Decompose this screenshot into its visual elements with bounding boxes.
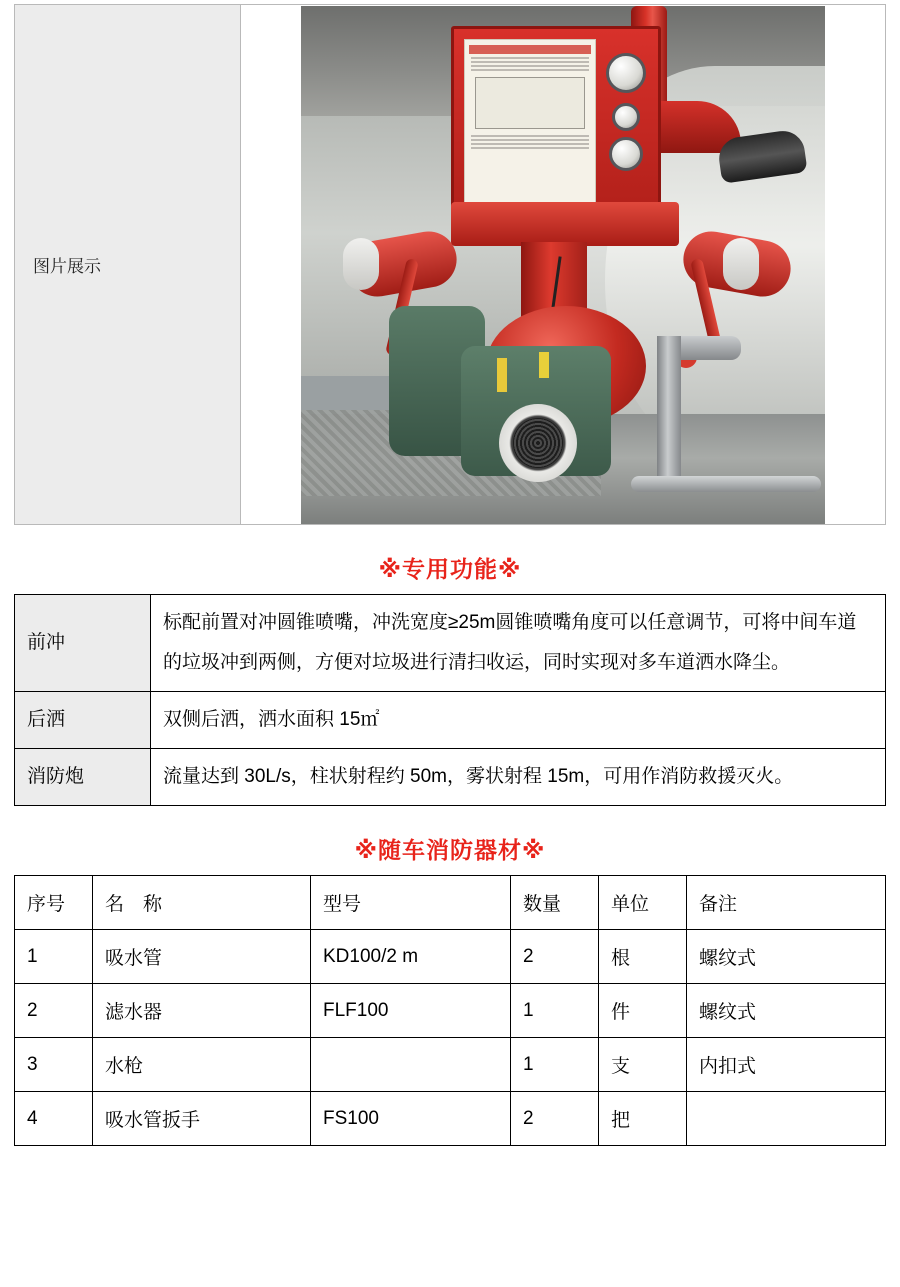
image-showcase-table: [14, 4, 886, 525]
special-functions-title: ※专用功能※: [378, 556, 522, 582]
table-row: [15, 749, 886, 806]
table-header-row: [15, 876, 886, 930]
column-header-no: 序号: [15, 876, 93, 930]
cell-name: 吸水管扳手: [93, 1092, 311, 1146]
photo-grey-pipe-bottom: [631, 476, 821, 492]
column-header-name: 名 称: [93, 876, 311, 930]
showcase-label-cell: 图片展示: [15, 5, 241, 525]
table-row: [15, 1092, 886, 1146]
column-header-note: 备注: [687, 876, 886, 930]
function-text-front-flush: 标配前置对冲圆锥喷嘴，冲洗宽度≥25m圆锥喷嘴角度可以任意调节，可将中间车道的垃圾冲到两侧，方便对垃圾进行清扫收运，同时实现对多车道洒水降尘。: [151, 595, 886, 692]
function-text-fire-monitor: 流量达到 30L/s，柱状射程约 50m，雾状射程 15m，可用作消防救援灭火。: [151, 749, 886, 806]
placard-line: [471, 143, 589, 145]
table-row: [15, 595, 886, 692]
photo-left-outlet-cap: [343, 238, 379, 290]
special-functions-table: [14, 594, 886, 806]
photo-inlet-mesh: [513, 418, 563, 468]
cell-no: 1: [15, 930, 93, 984]
function-label-front-flush: 前冲: [15, 595, 151, 692]
photo-instruction-placard: [464, 39, 596, 207]
photo-pressure-gauge-large: [606, 53, 646, 93]
placard-line: [471, 139, 589, 141]
cell-qty: 1: [511, 1038, 599, 1092]
cell-qty: 2: [511, 930, 599, 984]
cell-unit: 支: [599, 1038, 687, 1092]
placard-line: [471, 69, 589, 71]
cell-model: [311, 1038, 511, 1092]
cell-name: 滤水器: [93, 984, 311, 1038]
table-row: [15, 1038, 886, 1092]
cell-qty: 1: [511, 984, 599, 1038]
document-page: [0, 4, 900, 1146]
cell-note: [687, 1092, 886, 1146]
placard-diagram: [475, 77, 585, 129]
cell-model: FLF100: [311, 984, 511, 1038]
placard-line: [471, 57, 589, 59]
cell-note: 螺纹式: [687, 930, 886, 984]
photo-indicator-small: [612, 103, 640, 131]
cell-unit: 件: [599, 984, 687, 1038]
photo-control-panel: [451, 26, 661, 216]
cell-no: 3: [15, 1038, 93, 1092]
function-label-rear-spray: 后洒: [15, 692, 151, 749]
cell-name: 吸水管: [93, 930, 311, 984]
photo-grey-pipe-vertical: [657, 336, 681, 486]
placard-line: [471, 61, 589, 63]
cell-qty: 2: [511, 1092, 599, 1146]
column-header-qty: 数量: [511, 876, 599, 930]
cell-model: KD100/2 m: [311, 930, 511, 984]
function-text-rear-spray: 双侧后洒，洒水面积 15㎡: [151, 692, 886, 749]
cell-no: 4: [15, 1092, 93, 1146]
cell-name: 水枪: [93, 1038, 311, 1092]
column-header-unit: 单位: [599, 876, 687, 930]
placard-title-bar: [469, 45, 591, 54]
function-label-fire-monitor: 消防炮: [15, 749, 151, 806]
photo-yellow-marker: [497, 358, 507, 392]
table-row: [15, 984, 886, 1038]
photo-yellow-marker: [539, 352, 549, 378]
cell-model: FS100: [311, 1092, 511, 1146]
showcase-image-cell: [241, 5, 886, 525]
pump-assembly-photo: [301, 6, 825, 524]
photo-right-outlet-cap: [723, 238, 759, 290]
placard-line: [471, 147, 589, 149]
onboard-equipment-title: ※随车消防器材※: [354, 837, 546, 863]
showcase-row: [15, 5, 886, 525]
photo-pressure-gauge-small: [609, 137, 643, 171]
photo-manifold-body: [451, 202, 679, 246]
table-row: [15, 692, 886, 749]
onboard-equipment-table: [14, 875, 886, 1146]
placard-line: [471, 65, 589, 67]
cell-note: 螺纹式: [687, 984, 886, 1038]
column-header-model: 型号: [311, 876, 511, 930]
cell-unit: 把: [599, 1092, 687, 1146]
placard-line: [471, 135, 589, 137]
cell-unit: 根: [599, 930, 687, 984]
cell-note: 内扣式: [687, 1038, 886, 1092]
table-row: [15, 930, 886, 984]
cell-no: 2: [15, 984, 93, 1038]
